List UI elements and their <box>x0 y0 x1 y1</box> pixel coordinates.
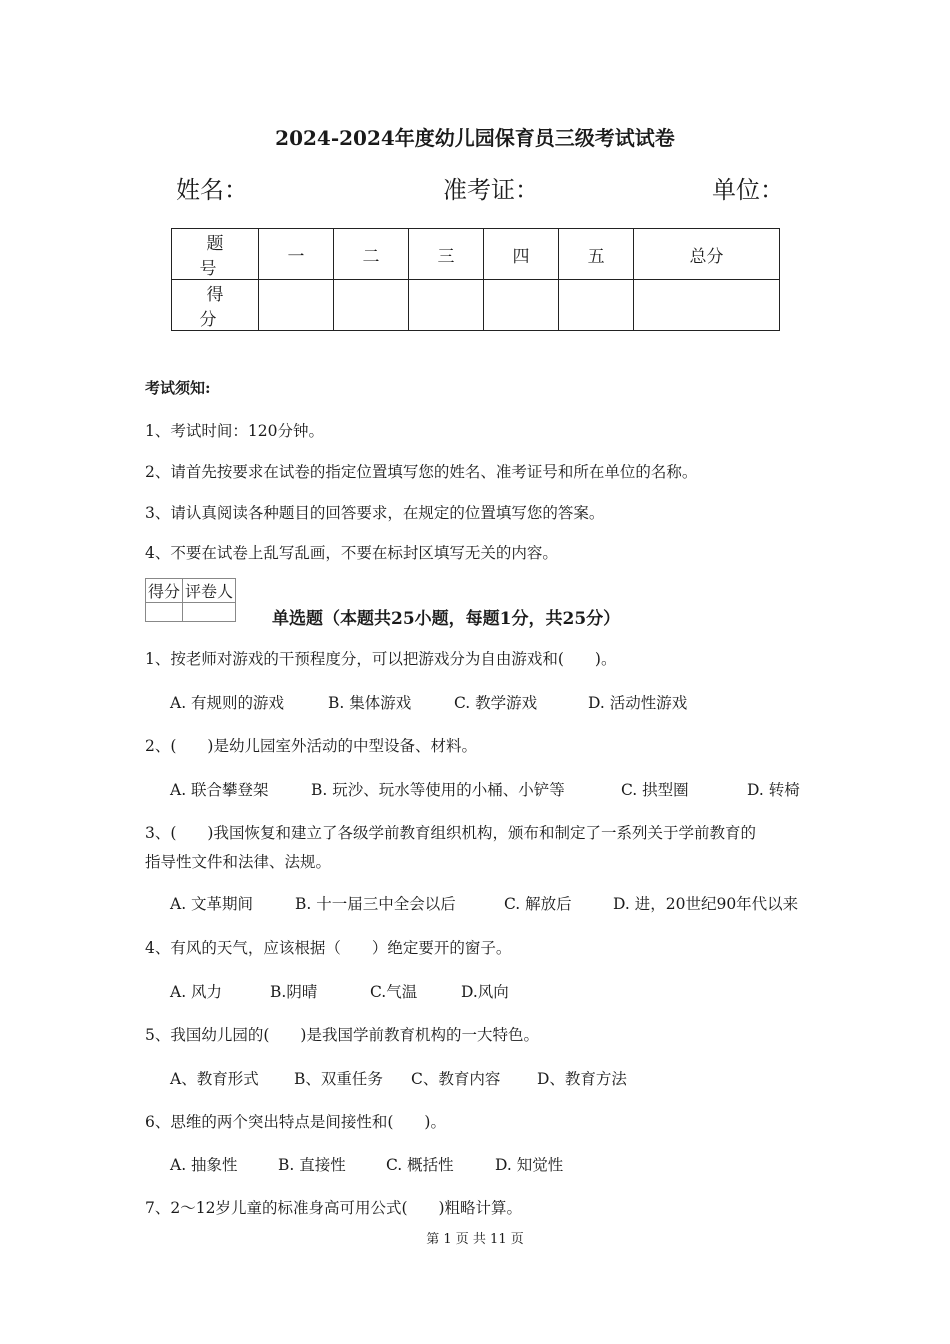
score-cell-2[interactable] <box>334 280 409 331</box>
notice-item: 3、请认真阅读各种题目的回答要求，在规定的位置填写您的答案。 <box>145 504 605 522</box>
option-a[interactable]: A. 有规则的游戏 <box>170 694 285 712</box>
option-b[interactable]: B. 十一届三中全会以后 <box>295 895 456 913</box>
grader-score-label: 得分 <box>146 579 183 603</box>
score-table-score-row <box>172 280 780 331</box>
question-options <box>170 1067 627 1089</box>
score-table-header-row <box>172 229 780 280</box>
option-d[interactable]: D. 活动性游戏 <box>588 694 688 712</box>
grader-box <box>145 578 236 622</box>
unit-label: 单位： <box>712 176 784 204</box>
option-c[interactable]: C、教育内容 <box>411 1070 501 1088</box>
score-table-header-total: 总分 <box>634 229 780 280</box>
option-c[interactable]: C. 概括性 <box>386 1156 454 1174</box>
option-b[interactable]: B.阴晴 <box>270 983 318 1001</box>
question-stem: 4、有风的天气，应该根据（ ）绝定要开的窗子。 <box>145 939 512 957</box>
option-d[interactable]: D. 进，20世纪90年代以来 <box>613 895 799 913</box>
page-footer: 第 1 页 共 11 页 <box>426 1232 524 1247</box>
question-options <box>170 892 798 914</box>
question-options <box>170 778 800 800</box>
grader-name-cell[interactable] <box>183 603 236 622</box>
option-a[interactable]: A. 联合攀登架 <box>170 781 269 799</box>
option-d[interactable]: D. 转椅 <box>747 781 800 799</box>
option-d[interactable]: D.风向 <box>461 983 509 1001</box>
question-stem: 7、2～12岁儿童的标准身高可用公式( )粗略计算。 <box>145 1199 523 1217</box>
option-c[interactable]: C. 教学游戏 <box>454 694 538 712</box>
option-a[interactable]: A、教育形式 <box>170 1070 259 1088</box>
score-table-header-1: 一 <box>259 229 334 280</box>
score-table-header-5: 五 <box>559 229 634 280</box>
score-cell-5[interactable] <box>559 280 634 331</box>
option-c[interactable]: C.气温 <box>370 983 418 1001</box>
option-a[interactable]: A. 文革期间 <box>170 895 254 913</box>
notice-item: 2、请首先按要求在试卷的指定位置填写您的姓名、准考证号和所在单位的名称。 <box>145 463 698 481</box>
score-table-header-3: 三 <box>409 229 484 280</box>
option-a[interactable]: A. 抽象性 <box>170 1156 238 1174</box>
question-options <box>170 691 687 713</box>
question-stem-continued: 指导性文件和法律、法规。 <box>145 853 332 871</box>
option-c[interactable]: C. 解放后 <box>504 895 572 913</box>
option-b[interactable]: B. 直接性 <box>278 1156 346 1174</box>
notice-item: 4、不要在试卷上乱写乱画，不要在标封区填写无关的内容。 <box>145 544 558 562</box>
score-table-header-2: 二 <box>334 229 409 280</box>
section-title: 单选题（本题共25小题，每题1分，共25分） <box>272 609 621 629</box>
question-stem: 2、( )是幼儿园室外活动的中型设备、材料。 <box>145 737 477 755</box>
option-a[interactable]: A. 风力 <box>170 983 223 1001</box>
score-cell-1[interactable] <box>259 280 334 331</box>
question-stem: 5、我国幼儿园的( )是我国学前教育机构的一大特色。 <box>145 1026 539 1044</box>
score-cell-total[interactable] <box>634 280 780 331</box>
score-table <box>171 228 780 331</box>
question-stem: 6、思维的两个突出特点是间接性和( )。 <box>145 1113 446 1131</box>
score-table-header-label: 题 号 <box>172 229 259 280</box>
option-d[interactable]: D、教育方法 <box>537 1070 627 1088</box>
name-label: 姓名： <box>176 176 248 204</box>
option-b[interactable]: B. 集体游戏 <box>328 694 412 712</box>
option-c[interactable]: C. 拱型圈 <box>621 781 689 799</box>
score-cell-4[interactable] <box>484 280 559 331</box>
score-cell-3[interactable] <box>409 280 484 331</box>
question-stem: 3、( )我国恢复和建立了各级学前教育组织机构，颁布和制定了一系列关于学前教育的 <box>145 824 756 842</box>
question-options <box>170 1153 563 1175</box>
grader-name-label: 评卷人 <box>183 579 236 603</box>
option-b[interactable]: B. 玩沙、玩水等使用的小桶、小铲等 <box>311 781 565 799</box>
score-table-row-label: 得 分 <box>172 280 259 331</box>
option-d[interactable]: D. 知觉性 <box>495 1156 564 1174</box>
question-stem: 1、按老师对游戏的干预程度分，可以把游戏分为自由游戏和( )。 <box>145 650 617 668</box>
score-table-header-4: 四 <box>484 229 559 280</box>
grader-score-cell[interactable] <box>146 603 183 622</box>
option-b[interactable]: B、双重任务 <box>294 1070 383 1088</box>
page-title: 2024-2024年度幼儿园保育员三级考试试卷 <box>275 126 675 150</box>
notice-heading: 考试须知: <box>145 379 211 397</box>
question-options <box>170 980 509 1002</box>
exam-id-label: 准考证： <box>443 176 539 204</box>
notice-item: 1、考试时间：120分钟。 <box>145 422 324 440</box>
